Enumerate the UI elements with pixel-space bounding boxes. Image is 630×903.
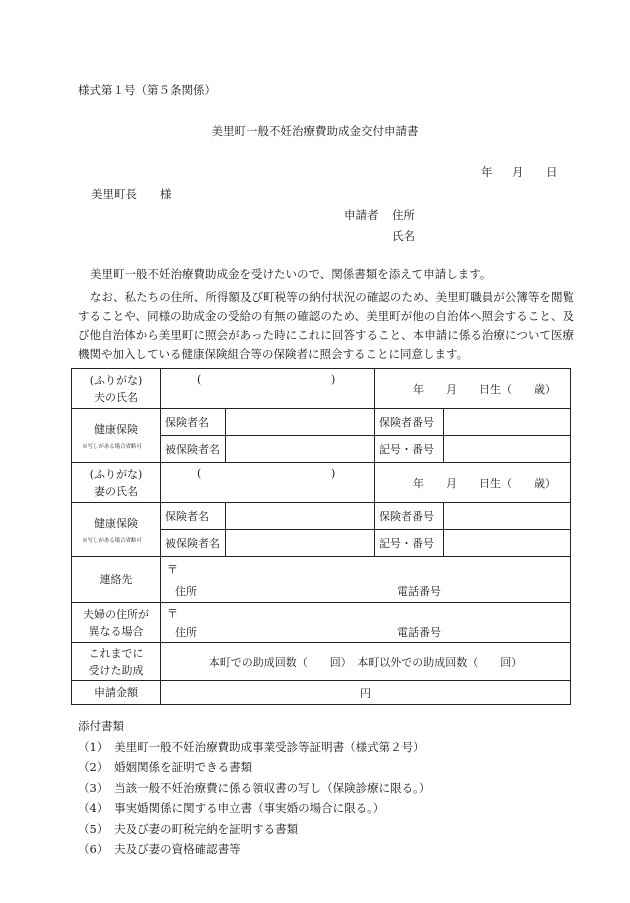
body-paragraph-1: 美里町一般不妊治療費助成金を受けたいので、関係書類を添えて申請します。 — [90, 267, 492, 281]
contact-address-label: 住所 — [175, 585, 197, 598]
husband-birth-field[interactable]: 年 月 日生（ 歳） — [375, 369, 571, 409]
husband-insurer-name-label: 保険者名 — [161, 409, 226, 436]
alt-address-label: 夫婦の住所が 異なる場合 — [72, 603, 161, 643]
wife-name-field[interactable]: ( ) — [161, 463, 375, 503]
amount-field[interactable]: 円 — [161, 681, 571, 705]
attachment-item: （2） 婚姻関係を証明できる書類 — [78, 760, 253, 774]
attachment-item: （4） 事実婚関係に関する申立書（事実婚の場合に限る。） — [78, 801, 385, 815]
contact-row — [72, 557, 571, 603]
alt-postal-mark: 〒 — [167, 607, 178, 620]
applicant-name-label: 氏名 — [392, 229, 415, 243]
date-day: 日 — [546, 165, 558, 179]
husband-name-label: (ふりがな) 夫の氏名 — [72, 369, 161, 409]
wife-symbol-number-label: 記号・番号 — [375, 530, 444, 557]
attachments-heading: 添付書類 — [78, 719, 124, 733]
husband-insured-name-field[interactable] — [226, 436, 375, 463]
wife-insurer-name-field[interactable] — [226, 503, 375, 530]
husband-symbol-number-field[interactable] — [444, 436, 571, 463]
husband-name-field[interactable]: ( ) — [161, 369, 375, 409]
husband-insured-name-label: 被保険者名 — [161, 436, 226, 463]
alt-address-text: 住所 — [175, 626, 197, 639]
wife-name-label: (ふりがな) 妻の氏名 — [72, 463, 161, 503]
attachment-item: （5） 夫及び妻の町税完納を証明する書類 — [78, 821, 299, 836]
wife-insurer-number-label: 保険者番号 — [375, 503, 444, 530]
page-title: 美里町一般不妊治療費助成金交付申請書 — [211, 124, 419, 138]
husband-name-row — [72, 369, 571, 409]
husband-insurance-row-1 — [72, 409, 571, 436]
contact-phone-label: 電話番号 — [397, 585, 441, 598]
husband-insurer-number-field[interactable] — [444, 409, 571, 436]
husband-insurer-number-label: 保険者番号 — [375, 409, 444, 436]
alt-address-field[interactable] — [161, 603, 571, 643]
attachment-item: （6） 夫及び妻の資格確認書等 — [78, 842, 241, 856]
husband-symbol-number-label: 記号・番号 — [375, 436, 444, 463]
applicant-label: 申請者 — [344, 208, 379, 222]
alt-phone-label: 電話番号 — [397, 626, 441, 639]
alt-address-row — [72, 603, 571, 643]
date-year: 年 — [481, 165, 493, 179]
wife-insurer-number-field[interactable] — [444, 503, 571, 530]
wife-birth-field[interactable]: 年 月 日生（ 歳） — [375, 463, 571, 503]
history-field[interactable]: 本町での助成回数（ 回） 本町以外での助成回数（ 回） — [161, 643, 571, 681]
application-table — [71, 368, 571, 705]
attachment-item: （1） 美里町一般不妊治療費助成事業受診等証明書（様式第２号） — [78, 739, 425, 754]
attachments — [78, 716, 430, 860]
amount-label: 申請金額 — [72, 681, 161, 705]
wife-insurance-row-1 — [72, 503, 571, 530]
addressee: 美里町長 様 — [91, 187, 172, 201]
amount-row — [72, 681, 571, 705]
form-number: 様式第１号（第５条関係） — [78, 83, 216, 97]
wife-name-row — [72, 463, 571, 503]
applicant-address-label: 住所 — [392, 208, 415, 222]
wife-insurance-label: 健康保険 ※写しがある場合省略可 — [72, 503, 161, 557]
contact-label: 連絡先 — [72, 557, 161, 603]
date-month: 月 — [512, 165, 524, 179]
body-paragraph-2: なお、私たちの住所、所得額及び町税等の納付状況の確認のため、美里町職員が公簿等を閲覧することや、同様の助成金の受給の有無の確認のため、美里町が他の自治体へ照会すること、及び他自治体から美里町に照会があった時にこれに回答すること、本申請に係る治療について医療機関や加入している健康保険組合等の保険者に照会することに同意します。 — [78, 290, 574, 361]
history-label: これまでに 受けた助成 — [72, 643, 161, 681]
wife-insured-name-field[interactable] — [226, 530, 375, 557]
wife-insurer-name-label: 保険者名 — [161, 503, 226, 530]
contact-postal-mark: 〒 — [167, 563, 178, 576]
history-row — [72, 643, 571, 681]
husband-insurer-name-field[interactable] — [226, 409, 375, 436]
husband-insurance-label: 健康保険 ※写しがある場合省略可 — [72, 409, 161, 463]
wife-insured-name-label: 被保険者名 — [161, 530, 226, 557]
attachment-item: （3） 当該一般不妊治療費に係る領収書の写し（保険診療に限る。） — [78, 780, 431, 795]
contact-field[interactable] — [161, 557, 571, 603]
wife-symbol-number-field[interactable] — [444, 530, 571, 557]
